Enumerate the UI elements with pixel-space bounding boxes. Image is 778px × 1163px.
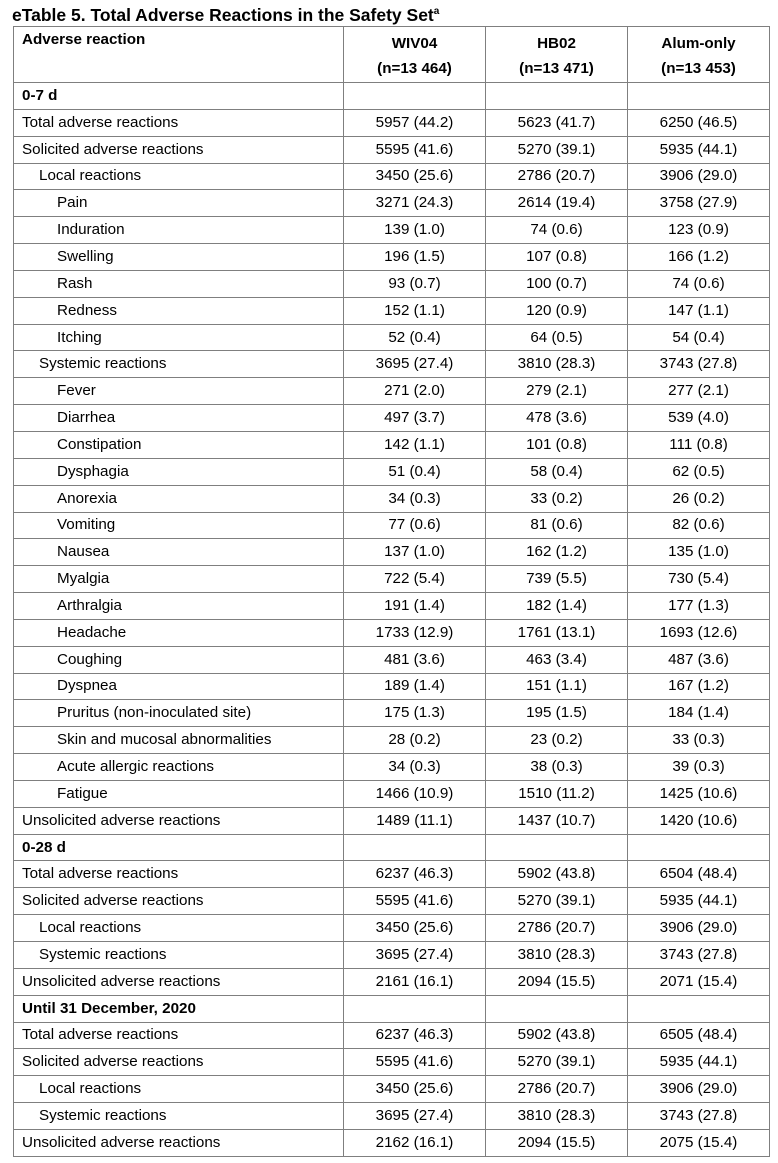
alum-only-value: 1420 (10.6) bbox=[628, 807, 770, 834]
table-row bbox=[14, 217, 770, 244]
row-label: Total adverse reactions bbox=[14, 109, 344, 136]
wiv04-value: 196 (1.5) bbox=[344, 244, 486, 271]
table-header bbox=[14, 27, 770, 83]
alum-only-value: 2071 (15.4) bbox=[628, 968, 770, 995]
alum-only-value: 3743 (27.8) bbox=[628, 942, 770, 969]
row-label: Local reactions bbox=[14, 915, 344, 942]
row-label: Headache bbox=[14, 619, 344, 646]
row-label: Swelling bbox=[14, 244, 344, 271]
hb02-value: 81 (0.6) bbox=[486, 512, 628, 539]
alum-only-value: 6250 (46.5) bbox=[628, 109, 770, 136]
empty-cell bbox=[628, 83, 770, 110]
table-row bbox=[14, 1022, 770, 1049]
section-row bbox=[14, 995, 770, 1022]
row-label: Unsolicited adverse reactions bbox=[14, 807, 344, 834]
header-adverse-reaction: Adverse reaction bbox=[14, 27, 344, 83]
alum-only-value: 167 (1.2) bbox=[628, 673, 770, 700]
arm-name: Alum-only bbox=[661, 35, 736, 52]
table-row bbox=[14, 915, 770, 942]
hb02-value: 162 (1.2) bbox=[486, 539, 628, 566]
row-label: Solicited adverse reactions bbox=[14, 888, 344, 915]
table-row bbox=[14, 297, 770, 324]
section-label: 0-7 d bbox=[14, 83, 344, 110]
row-label: Redness bbox=[14, 297, 344, 324]
hb02-value: 463 (3.4) bbox=[486, 646, 628, 673]
alum-only-value: 3743 (27.8) bbox=[628, 351, 770, 378]
alum-only-value: 147 (1.1) bbox=[628, 297, 770, 324]
wiv04-value: 3695 (27.4) bbox=[344, 1103, 486, 1130]
row-label: Myalgia bbox=[14, 566, 344, 593]
hb02-value: 1761 (13.1) bbox=[486, 619, 628, 646]
hb02-value: 2786 (20.7) bbox=[486, 915, 628, 942]
table-row bbox=[14, 1103, 770, 1130]
hb02-value: 33 (0.2) bbox=[486, 485, 628, 512]
wiv04-value: 5595 (41.6) bbox=[344, 1049, 486, 1076]
section-label: 0-28 d bbox=[14, 834, 344, 861]
hb02-value: 2094 (15.5) bbox=[486, 1129, 628, 1156]
row-label: Acute allergic reactions bbox=[14, 754, 344, 781]
row-label: Solicited adverse reactions bbox=[14, 136, 344, 163]
table-row bbox=[14, 619, 770, 646]
empty-cell bbox=[486, 995, 628, 1022]
wiv04-value: 3695 (27.4) bbox=[344, 351, 486, 378]
row-label: Vomiting bbox=[14, 512, 344, 539]
section-row bbox=[14, 83, 770, 110]
empty-cell bbox=[486, 834, 628, 861]
wiv04-value: 93 (0.7) bbox=[344, 270, 486, 297]
hb02-value: 5270 (39.1) bbox=[486, 1049, 628, 1076]
wiv04-value: 142 (1.1) bbox=[344, 431, 486, 458]
empty-cell bbox=[344, 995, 486, 1022]
table-row bbox=[14, 351, 770, 378]
empty-cell bbox=[628, 834, 770, 861]
table-row bbox=[14, 754, 770, 781]
hb02-value: 1510 (11.2) bbox=[486, 780, 628, 807]
wiv04-value: 3695 (27.4) bbox=[344, 942, 486, 969]
hb02-value: 2786 (20.7) bbox=[486, 163, 628, 190]
wiv04-value: 152 (1.1) bbox=[344, 297, 486, 324]
wiv04-value: 34 (0.3) bbox=[344, 485, 486, 512]
table-row bbox=[14, 727, 770, 754]
hb02-value: 101 (0.8) bbox=[486, 431, 628, 458]
alum-only-value: 26 (0.2) bbox=[628, 485, 770, 512]
alum-only-value: 3743 (27.8) bbox=[628, 1103, 770, 1130]
alum-only-value: 33 (0.3) bbox=[628, 727, 770, 754]
wiv04-value: 2162 (16.1) bbox=[344, 1129, 486, 1156]
row-label: Diarrhea bbox=[14, 405, 344, 432]
hb02-value: 120 (0.9) bbox=[486, 297, 628, 324]
section-row bbox=[14, 834, 770, 861]
wiv04-value: 722 (5.4) bbox=[344, 566, 486, 593]
hb02-value: 5270 (39.1) bbox=[486, 136, 628, 163]
header-arm-hb02 bbox=[486, 27, 628, 83]
alum-only-value: 487 (3.6) bbox=[628, 646, 770, 673]
alum-only-value: 5935 (44.1) bbox=[628, 1049, 770, 1076]
hb02-value: 739 (5.5) bbox=[486, 566, 628, 593]
row-label: Local reactions bbox=[14, 163, 344, 190]
alum-only-value: 277 (2.1) bbox=[628, 378, 770, 405]
hb02-value: 279 (2.1) bbox=[486, 378, 628, 405]
hb02-value: 2786 (20.7) bbox=[486, 1076, 628, 1103]
alum-only-value: 54 (0.4) bbox=[628, 324, 770, 351]
alum-only-value: 5935 (44.1) bbox=[628, 888, 770, 915]
wiv04-value: 28 (0.2) bbox=[344, 727, 486, 754]
row-label: Local reactions bbox=[14, 1076, 344, 1103]
alum-only-value: 6505 (48.4) bbox=[628, 1022, 770, 1049]
hb02-value: 3810 (28.3) bbox=[486, 1103, 628, 1130]
table-row bbox=[14, 431, 770, 458]
header-arm-alum-only bbox=[628, 27, 770, 83]
arm-name: WIV04 bbox=[391, 35, 438, 52]
wiv04-value: 481 (3.6) bbox=[344, 646, 486, 673]
alum-only-value: 539 (4.0) bbox=[628, 405, 770, 432]
table-row bbox=[14, 700, 770, 727]
alum-only-value: 111 (0.8) bbox=[628, 431, 770, 458]
title-footnote-marker: a bbox=[433, 6, 440, 17]
table-row bbox=[14, 378, 770, 405]
alum-only-value: 74 (0.6) bbox=[628, 270, 770, 297]
alum-only-value: 3906 (29.0) bbox=[628, 163, 770, 190]
table-title bbox=[12, 1, 439, 26]
adverse-reactions-table bbox=[13, 26, 770, 1157]
hb02-value: 478 (3.6) bbox=[486, 405, 628, 432]
row-label: Coughing bbox=[14, 646, 344, 673]
table-row bbox=[14, 539, 770, 566]
row-label: Systemic reactions bbox=[14, 942, 344, 969]
row-label: Systemic reactions bbox=[14, 351, 344, 378]
table-row bbox=[14, 646, 770, 673]
table-title-text: eTable 5. Total Adverse Reactions in the Safety Set bbox=[12, 4, 434, 25]
hb02-value: 5270 (39.1) bbox=[486, 888, 628, 915]
table-row bbox=[14, 270, 770, 297]
hb02-value: 2614 (19.4) bbox=[486, 190, 628, 217]
header-arm-wiv04 bbox=[344, 27, 486, 83]
alum-only-value: 39 (0.3) bbox=[628, 754, 770, 781]
table-row bbox=[14, 780, 770, 807]
table-row bbox=[14, 136, 770, 163]
row-label: Constipation bbox=[14, 431, 344, 458]
row-label: Pain bbox=[14, 190, 344, 217]
empty-cell bbox=[628, 995, 770, 1022]
wiv04-value: 175 (1.3) bbox=[344, 700, 486, 727]
table-row bbox=[14, 109, 770, 136]
row-label: Arthralgia bbox=[14, 593, 344, 620]
table-row bbox=[14, 458, 770, 485]
hb02-value: 1437 (10.7) bbox=[486, 807, 628, 834]
table-row bbox=[14, 512, 770, 539]
alum-only-value: 62 (0.5) bbox=[628, 458, 770, 485]
table-row bbox=[14, 405, 770, 432]
alum-only-value: 177 (1.3) bbox=[628, 593, 770, 620]
alum-only-value: 1693 (12.6) bbox=[628, 619, 770, 646]
table-row bbox=[14, 942, 770, 969]
alum-only-value: 1425 (10.6) bbox=[628, 780, 770, 807]
table-row bbox=[14, 968, 770, 995]
hb02-value: 5623 (41.7) bbox=[486, 109, 628, 136]
row-label: Nausea bbox=[14, 539, 344, 566]
wiv04-value: 51 (0.4) bbox=[344, 458, 486, 485]
hb02-value: 64 (0.5) bbox=[486, 324, 628, 351]
hb02-value: 100 (0.7) bbox=[486, 270, 628, 297]
hb02-value: 3810 (28.3) bbox=[486, 942, 628, 969]
table-row bbox=[14, 485, 770, 512]
wiv04-value: 1466 (10.9) bbox=[344, 780, 486, 807]
alum-only-value: 123 (0.9) bbox=[628, 217, 770, 244]
wiv04-value: 6237 (46.3) bbox=[344, 1022, 486, 1049]
hb02-value: 2094 (15.5) bbox=[486, 968, 628, 995]
row-label: Solicited adverse reactions bbox=[14, 1049, 344, 1076]
arm-n: (n=13 471) bbox=[519, 60, 594, 77]
table-row bbox=[14, 244, 770, 271]
row-label: Unsolicited adverse reactions bbox=[14, 1129, 344, 1156]
wiv04-value: 3450 (25.6) bbox=[344, 163, 486, 190]
hb02-value: 195 (1.5) bbox=[486, 700, 628, 727]
table-row bbox=[14, 1049, 770, 1076]
wiv04-value: 2161 (16.1) bbox=[344, 968, 486, 995]
table-row bbox=[14, 324, 770, 351]
section-label: Until 31 December, 2020 bbox=[14, 995, 344, 1022]
alum-only-value: 166 (1.2) bbox=[628, 244, 770, 271]
table-row bbox=[14, 593, 770, 620]
hb02-value: 38 (0.3) bbox=[486, 754, 628, 781]
row-label: Total adverse reactions bbox=[14, 861, 344, 888]
wiv04-value: 191 (1.4) bbox=[344, 593, 486, 620]
hb02-value: 182 (1.4) bbox=[486, 593, 628, 620]
alum-only-value: 5935 (44.1) bbox=[628, 136, 770, 163]
alum-only-value: 82 (0.6) bbox=[628, 512, 770, 539]
alum-only-value: 184 (1.4) bbox=[628, 700, 770, 727]
wiv04-value: 3450 (25.6) bbox=[344, 915, 486, 942]
row-label: Pruritus (non-inoculated site) bbox=[14, 700, 344, 727]
wiv04-value: 271 (2.0) bbox=[344, 378, 486, 405]
alum-only-value: 135 (1.0) bbox=[628, 539, 770, 566]
arm-n: (n=13 464) bbox=[377, 60, 452, 77]
row-label: Systemic reactions bbox=[14, 1103, 344, 1130]
table-row bbox=[14, 861, 770, 888]
row-label: Induration bbox=[14, 217, 344, 244]
hb02-value: 5902 (43.8) bbox=[486, 861, 628, 888]
wiv04-value: 189 (1.4) bbox=[344, 673, 486, 700]
table-row bbox=[14, 1129, 770, 1156]
wiv04-value: 1733 (12.9) bbox=[344, 619, 486, 646]
wiv04-value: 139 (1.0) bbox=[344, 217, 486, 244]
empty-cell bbox=[344, 83, 486, 110]
empty-cell bbox=[486, 83, 628, 110]
wiv04-value: 34 (0.3) bbox=[344, 754, 486, 781]
header-row bbox=[14, 27, 770, 83]
table-row bbox=[14, 673, 770, 700]
alum-only-value: 3906 (29.0) bbox=[628, 915, 770, 942]
row-label: Rash bbox=[14, 270, 344, 297]
wiv04-value: 497 (3.7) bbox=[344, 405, 486, 432]
row-label: Fever bbox=[14, 378, 344, 405]
row-label: Itching bbox=[14, 324, 344, 351]
row-label: Fatigue bbox=[14, 780, 344, 807]
wiv04-value: 52 (0.4) bbox=[344, 324, 486, 351]
hb02-value: 74 (0.6) bbox=[486, 217, 628, 244]
wiv04-value: 3271 (24.3) bbox=[344, 190, 486, 217]
alum-only-value: 3758 (27.9) bbox=[628, 190, 770, 217]
row-label: Skin and mucosal abnormalities bbox=[14, 727, 344, 754]
wiv04-value: 5595 (41.6) bbox=[344, 888, 486, 915]
hb02-value: 107 (0.8) bbox=[486, 244, 628, 271]
wiv04-value: 1489 (11.1) bbox=[344, 807, 486, 834]
wiv04-value: 6237 (46.3) bbox=[344, 861, 486, 888]
table-row bbox=[14, 807, 770, 834]
alum-only-value: 3906 (29.0) bbox=[628, 1076, 770, 1103]
hb02-value: 151 (1.1) bbox=[486, 673, 628, 700]
arm-n: (n=13 453) bbox=[661, 60, 736, 77]
row-label: Unsolicited adverse reactions bbox=[14, 968, 344, 995]
wiv04-value: 3450 (25.6) bbox=[344, 1076, 486, 1103]
hb02-value: 5902 (43.8) bbox=[486, 1022, 628, 1049]
wiv04-value: 77 (0.6) bbox=[344, 512, 486, 539]
hb02-value: 23 (0.2) bbox=[486, 727, 628, 754]
table-row bbox=[14, 190, 770, 217]
wiv04-value: 5957 (44.2) bbox=[344, 109, 486, 136]
table-row bbox=[14, 163, 770, 190]
alum-only-value: 6504 (48.4) bbox=[628, 861, 770, 888]
wiv04-value: 137 (1.0) bbox=[344, 539, 486, 566]
alum-only-value: 2075 (15.4) bbox=[628, 1129, 770, 1156]
hb02-value: 58 (0.4) bbox=[486, 458, 628, 485]
wiv04-value: 5595 (41.6) bbox=[344, 136, 486, 163]
table-row bbox=[14, 888, 770, 915]
table-row bbox=[14, 1076, 770, 1103]
hb02-value: 3810 (28.3) bbox=[486, 351, 628, 378]
row-label: Total adverse reactions bbox=[14, 1022, 344, 1049]
empty-cell bbox=[344, 834, 486, 861]
alum-only-value: 730 (5.4) bbox=[628, 566, 770, 593]
table-body bbox=[14, 83, 770, 1157]
row-label: Anorexia bbox=[14, 485, 344, 512]
arm-name: HB02 bbox=[537, 35, 576, 52]
row-label: Dyspnea bbox=[14, 673, 344, 700]
row-label: Dysphagia bbox=[14, 458, 344, 485]
table-row bbox=[14, 566, 770, 593]
